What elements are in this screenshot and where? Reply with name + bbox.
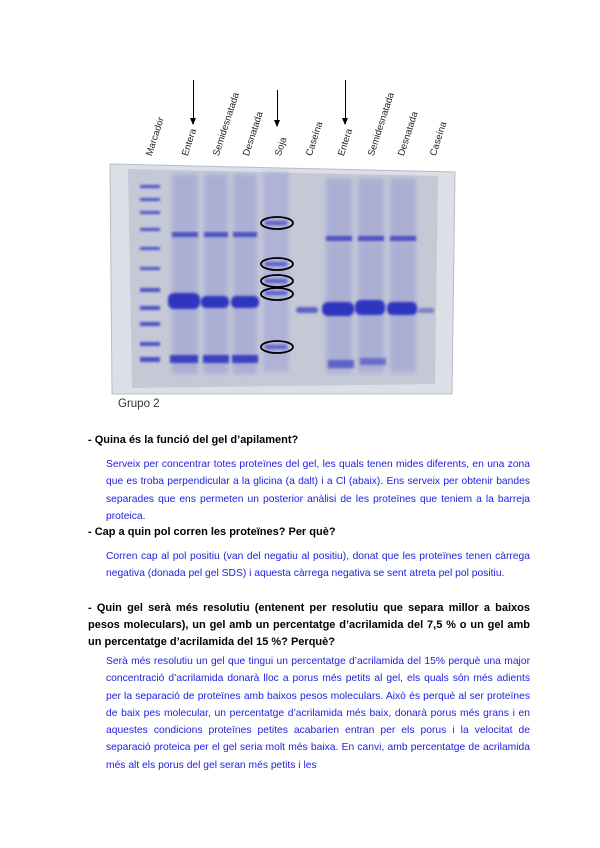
lane-label-entera: Entera <box>180 127 200 158</box>
answer-1: Serveix per concentrar totes proteïnes del gel, les quals tenen mides diferents, en una zona que es troba perpendicular a la glicina (a dalt) i a Cl (abaix). Ens serveix per obtenir bandes separades que ens permeten un posterior anàlisi de les proteïnes que teniem a la barreja proteica. <box>106 459 530 522</box>
lane-labels <box>100 72 470 162</box>
question-3: - Quin gel serà més resolutiu (entenent per resolutiu que separa millor a baixos pesos moleculars), un gel amb un percentatge d’acrilamida del 7,5 % o un gel amb un percentatge d’acrilamida del 15 %? Perquè? <box>88 602 530 648</box>
arrow-down-icon <box>193 80 194 124</box>
answer-2: Corren cap al pol positiu (van del negatiu al positiu), donat que les proteïnes tenen càrrega negativa (donada pel gel SDS) i aquesta càrrega negativa se sent atreta pel pol positiu. <box>106 551 530 580</box>
arrow-down-icon <box>345 80 346 124</box>
lane-label-semidesnatada-2: Semidesnatada <box>366 91 397 158</box>
lane-label-caseina-2: Caseína <box>428 120 450 158</box>
question-2: - Cap a quin pol corren les proteïnes? Per què? <box>88 526 336 538</box>
lane-label-semidesnatada: Semidesnatada <box>211 91 242 158</box>
lane-label-marcador: Marcador <box>144 115 167 158</box>
gel-figure <box>100 72 470 417</box>
lane-label-entera-2: Entera <box>336 127 356 158</box>
answer-3: Serà més resolutiu un gel que tingui un percentatge d’acrilamida del 15% perquè una major concentració d’acrilamida donarà lloc a porus més petits al gel, els quals són més adients per la separació de proteïnes amb baixos pesos moleculars. Això és perquè al ser proteïnes de baix pes molecular, un percentatge d’acrilamida més baix, donarà porus més grans i en aquestes condicions proteïnes petites acabarien entran per els porus i la velocitat de separació proteica per el gel seria molt més baixa. En canvi, amb percentatge de acrilamida més alt els porus del gel seran més petits i les <box>106 656 530 771</box>
lane-label-soja: Soja <box>273 135 290 158</box>
question-1: - Quina és la funció del gel d’apilament? <box>88 434 299 446</box>
lane-label-desnatada: Desnatada <box>241 110 266 158</box>
lane-label-caseina: Caseína <box>304 120 326 158</box>
figure-caption: Grupo 2 <box>118 398 160 410</box>
lane-label-desnatada-2: Desnatada <box>396 110 421 158</box>
arrow-down-icon <box>277 90 278 126</box>
